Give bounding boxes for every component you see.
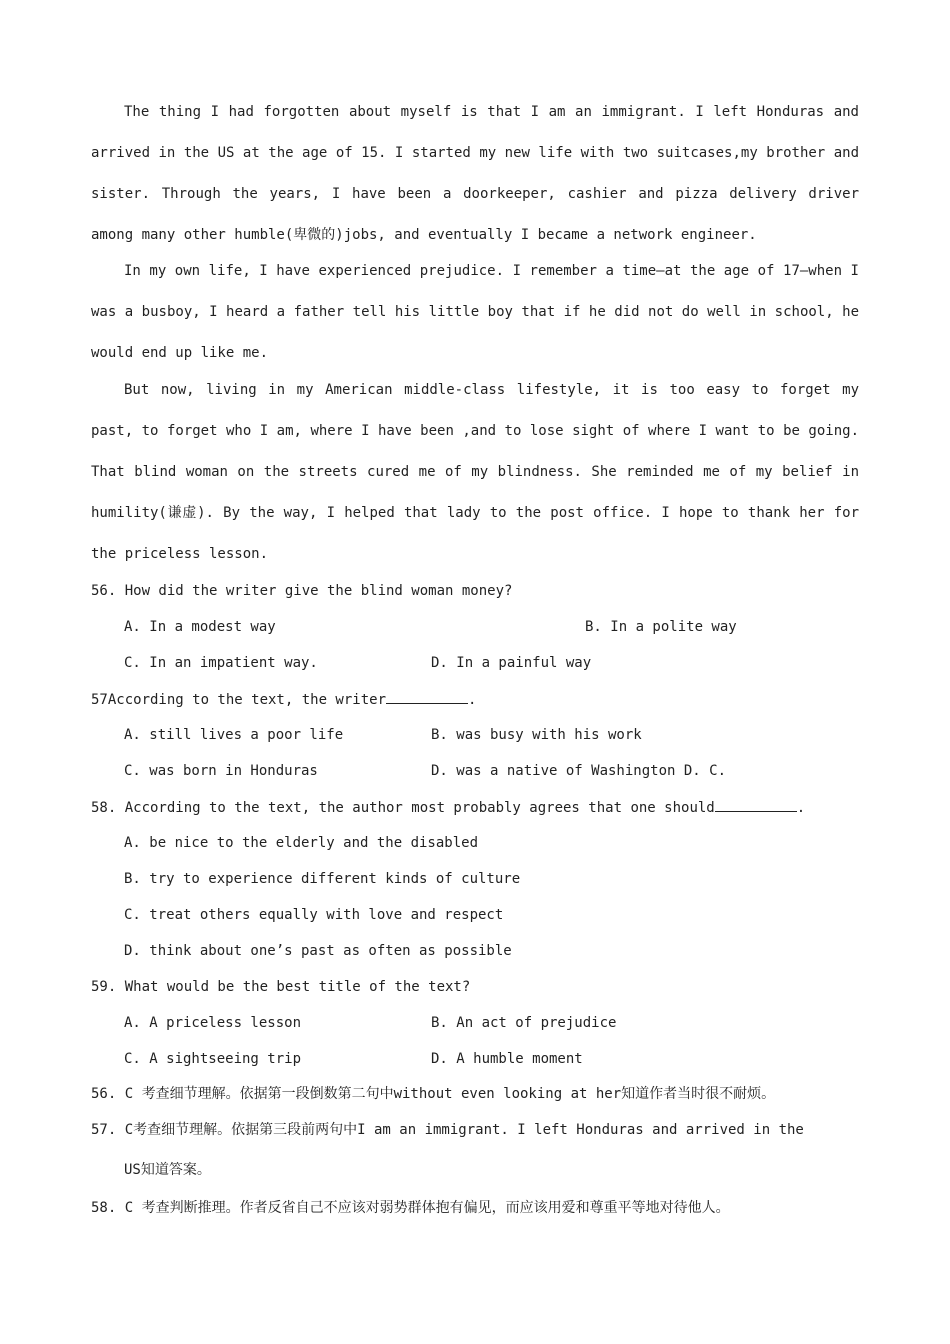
question-59-option-d: D. A humble moment — [431, 1051, 583, 1067]
question-59-option-a: A. A priceless lesson — [124, 1015, 302, 1031]
answer-56-explanation: 56. C 考查细节理解。依据第一段倒数第二句中without even looking at her知道作者当时很不耐烦。 — [91, 1086, 776, 1102]
question-57-option-a: A. still lives a poor life — [124, 727, 344, 743]
question-57-option-b: B. was busy with his work — [431, 727, 642, 743]
question-56-option-c: C. In an impatient way. — [124, 655, 318, 671]
answer-blank — [386, 689, 468, 704]
question-56-stem: 56. How did the writer give the blind woman money? — [91, 583, 513, 599]
question-58-option-a: A. be nice to the elderly and the disabled — [124, 835, 479, 851]
question-57-stem-line — [91, 689, 476, 710]
question-57-stem-end: . — [468, 692, 477, 708]
answer-57-explanation-continued: US知道答案。 — [124, 1162, 211, 1178]
question-56-option-d: D. In a painful way — [431, 655, 592, 671]
question-58-stem-end: . — [796, 800, 806, 816]
question-59-option-b: B. An act of prejudice — [431, 1015, 617, 1031]
question-57-option-c: C. was born in Honduras — [124, 763, 318, 779]
passage-paragraph-3: But now, living in my American middle-class lifestyle, it is too easy to forget my past, to forget who I am, where I have been ,and to lose sight of where I want to be going. That blind woman on the streets cured me of my blindness. She reminded me of my belief in humility(谦虚). By the way, I helped that lady to the post office. I hope to thank her for the priceless lesson. — [91, 382, 859, 562]
question-57-option-d: D. was a native of Washington D. C. — [431, 763, 727, 779]
question-58-option-d: D. think about one’s past as often as possible — [124, 943, 512, 959]
answer-blank — [715, 797, 797, 812]
passage-paragraph-2: In my own life, I have experienced prejudice. I remember a time—at the age of 17—when I was a busboy, I heard a father tell his little boy that if he did not do well in school, he would end up like me. — [91, 263, 859, 361]
question-56-option-b: B. In a polite way — [585, 619, 737, 635]
answer-57-explanation: 57. C考查细节理解。依据第三段前两句中I am an immigrant. I left Honduras and arrived in the — [91, 1122, 804, 1138]
question-57-stem: 57According to the text, the writer — [91, 692, 387, 708]
question-59-stem: 59. What would be the best title of the text? — [91, 979, 471, 995]
question-56-option-a: A. In a modest way — [124, 619, 276, 635]
question-58-option-c: C. treat others equally with love and respect — [124, 907, 504, 923]
question-59-option-c: C. A sightseeing trip — [124, 1051, 302, 1067]
passage-paragraph-1: The thing I had forgotten about myself is that I am an immigrant. I left Honduras and arrived in the US at the age of 15. I started my new life with two suitcases,my brother and sister. Through the years, I have been a doorkeeper, cashier and pizza delivery driver among many other humble(卑微的)jobs, and eventually I became a network engineer. — [91, 104, 859, 243]
question-58-option-b: B. try to experience different kinds of culture — [124, 871, 521, 887]
question-58-stem-line — [91, 797, 805, 818]
answer-58-explanation: 58. C 考查判断推理。作者反省自己不应该对弱势群体抱有偏见，而应该用爱和尊重平等地对待他人。 — [91, 1200, 730, 1216]
question-58-stem: 58. According to the text, the author most probably agrees that one should — [91, 800, 715, 816]
